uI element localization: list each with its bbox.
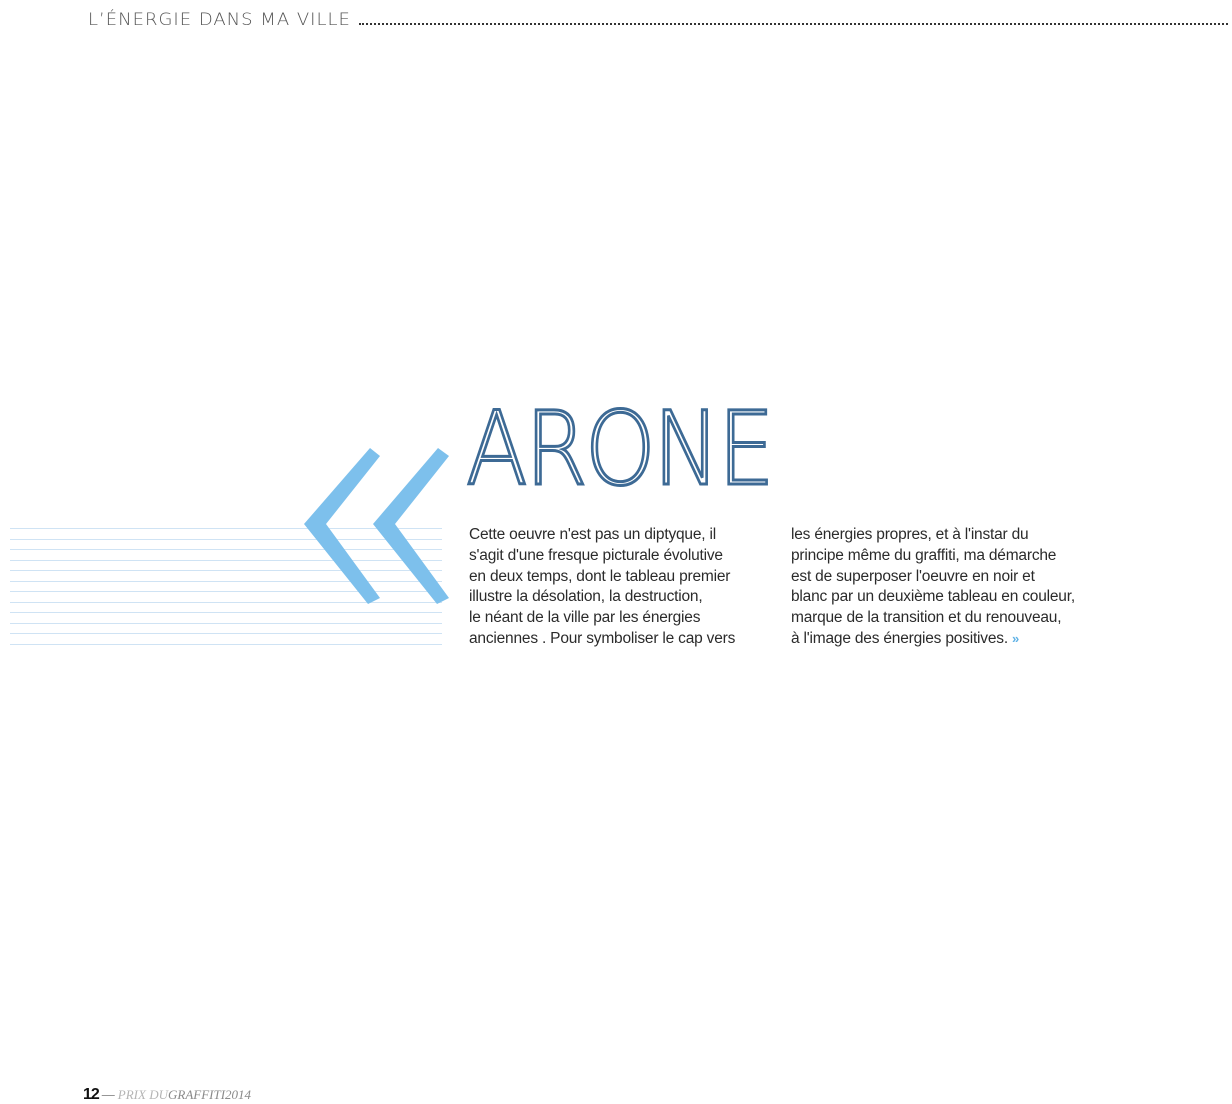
section-title: L’ÉNERGIE DANS MA VILLE (88, 9, 351, 30)
text-line: s'agit d'une fresque picturale évolutive (469, 546, 723, 564)
article-column-2 (791, 525, 1091, 650)
text-line-last (791, 629, 1091, 650)
text-line: principe même du graffiti, ma démarche (791, 546, 1057, 564)
footer-year: 2014 (225, 1087, 252, 1102)
text-line: en deux temps, dont le tableau premier (469, 567, 731, 585)
text-line: marque de la transition et du renouveau, (791, 609, 1062, 627)
double-chevron-right-icon[interactable]: » (1011, 630, 1018, 646)
article-column-1 (469, 525, 769, 650)
text-line: est de superposer l'oeuvre en noir et (791, 567, 1035, 585)
text-line: à l'image des énergies positives. (791, 629, 1008, 647)
page-footer (83, 1086, 251, 1104)
footer-prix-du: PRIX DU (117, 1087, 168, 1102)
page-number: 12 (83, 1086, 99, 1103)
footer-dash: — (101, 1087, 115, 1102)
text-line: blanc par un deuxième tableau en couleur, (791, 588, 1075, 606)
text-line: les énergies propres, et à l'instar du (791, 526, 1029, 543)
text-line: anciennes . Pour symboliser le cap vers (469, 629, 736, 647)
text-line: Cette oeuvre n'est pas un diptyque, il (469, 526, 716, 543)
footer-graffiti: GRAFFITI (167, 1087, 226, 1102)
svg-text:ARONE: ARONE (466, 404, 772, 494)
text-line: illustre la désolation, la destruction, (469, 588, 703, 606)
dotted-rule (359, 23, 1228, 25)
artist-name (466, 404, 786, 494)
text-line: le néant de la ville par les énergies (469, 609, 701, 627)
page-header (88, 4, 1228, 30)
quote-mark-icon (302, 448, 452, 604)
